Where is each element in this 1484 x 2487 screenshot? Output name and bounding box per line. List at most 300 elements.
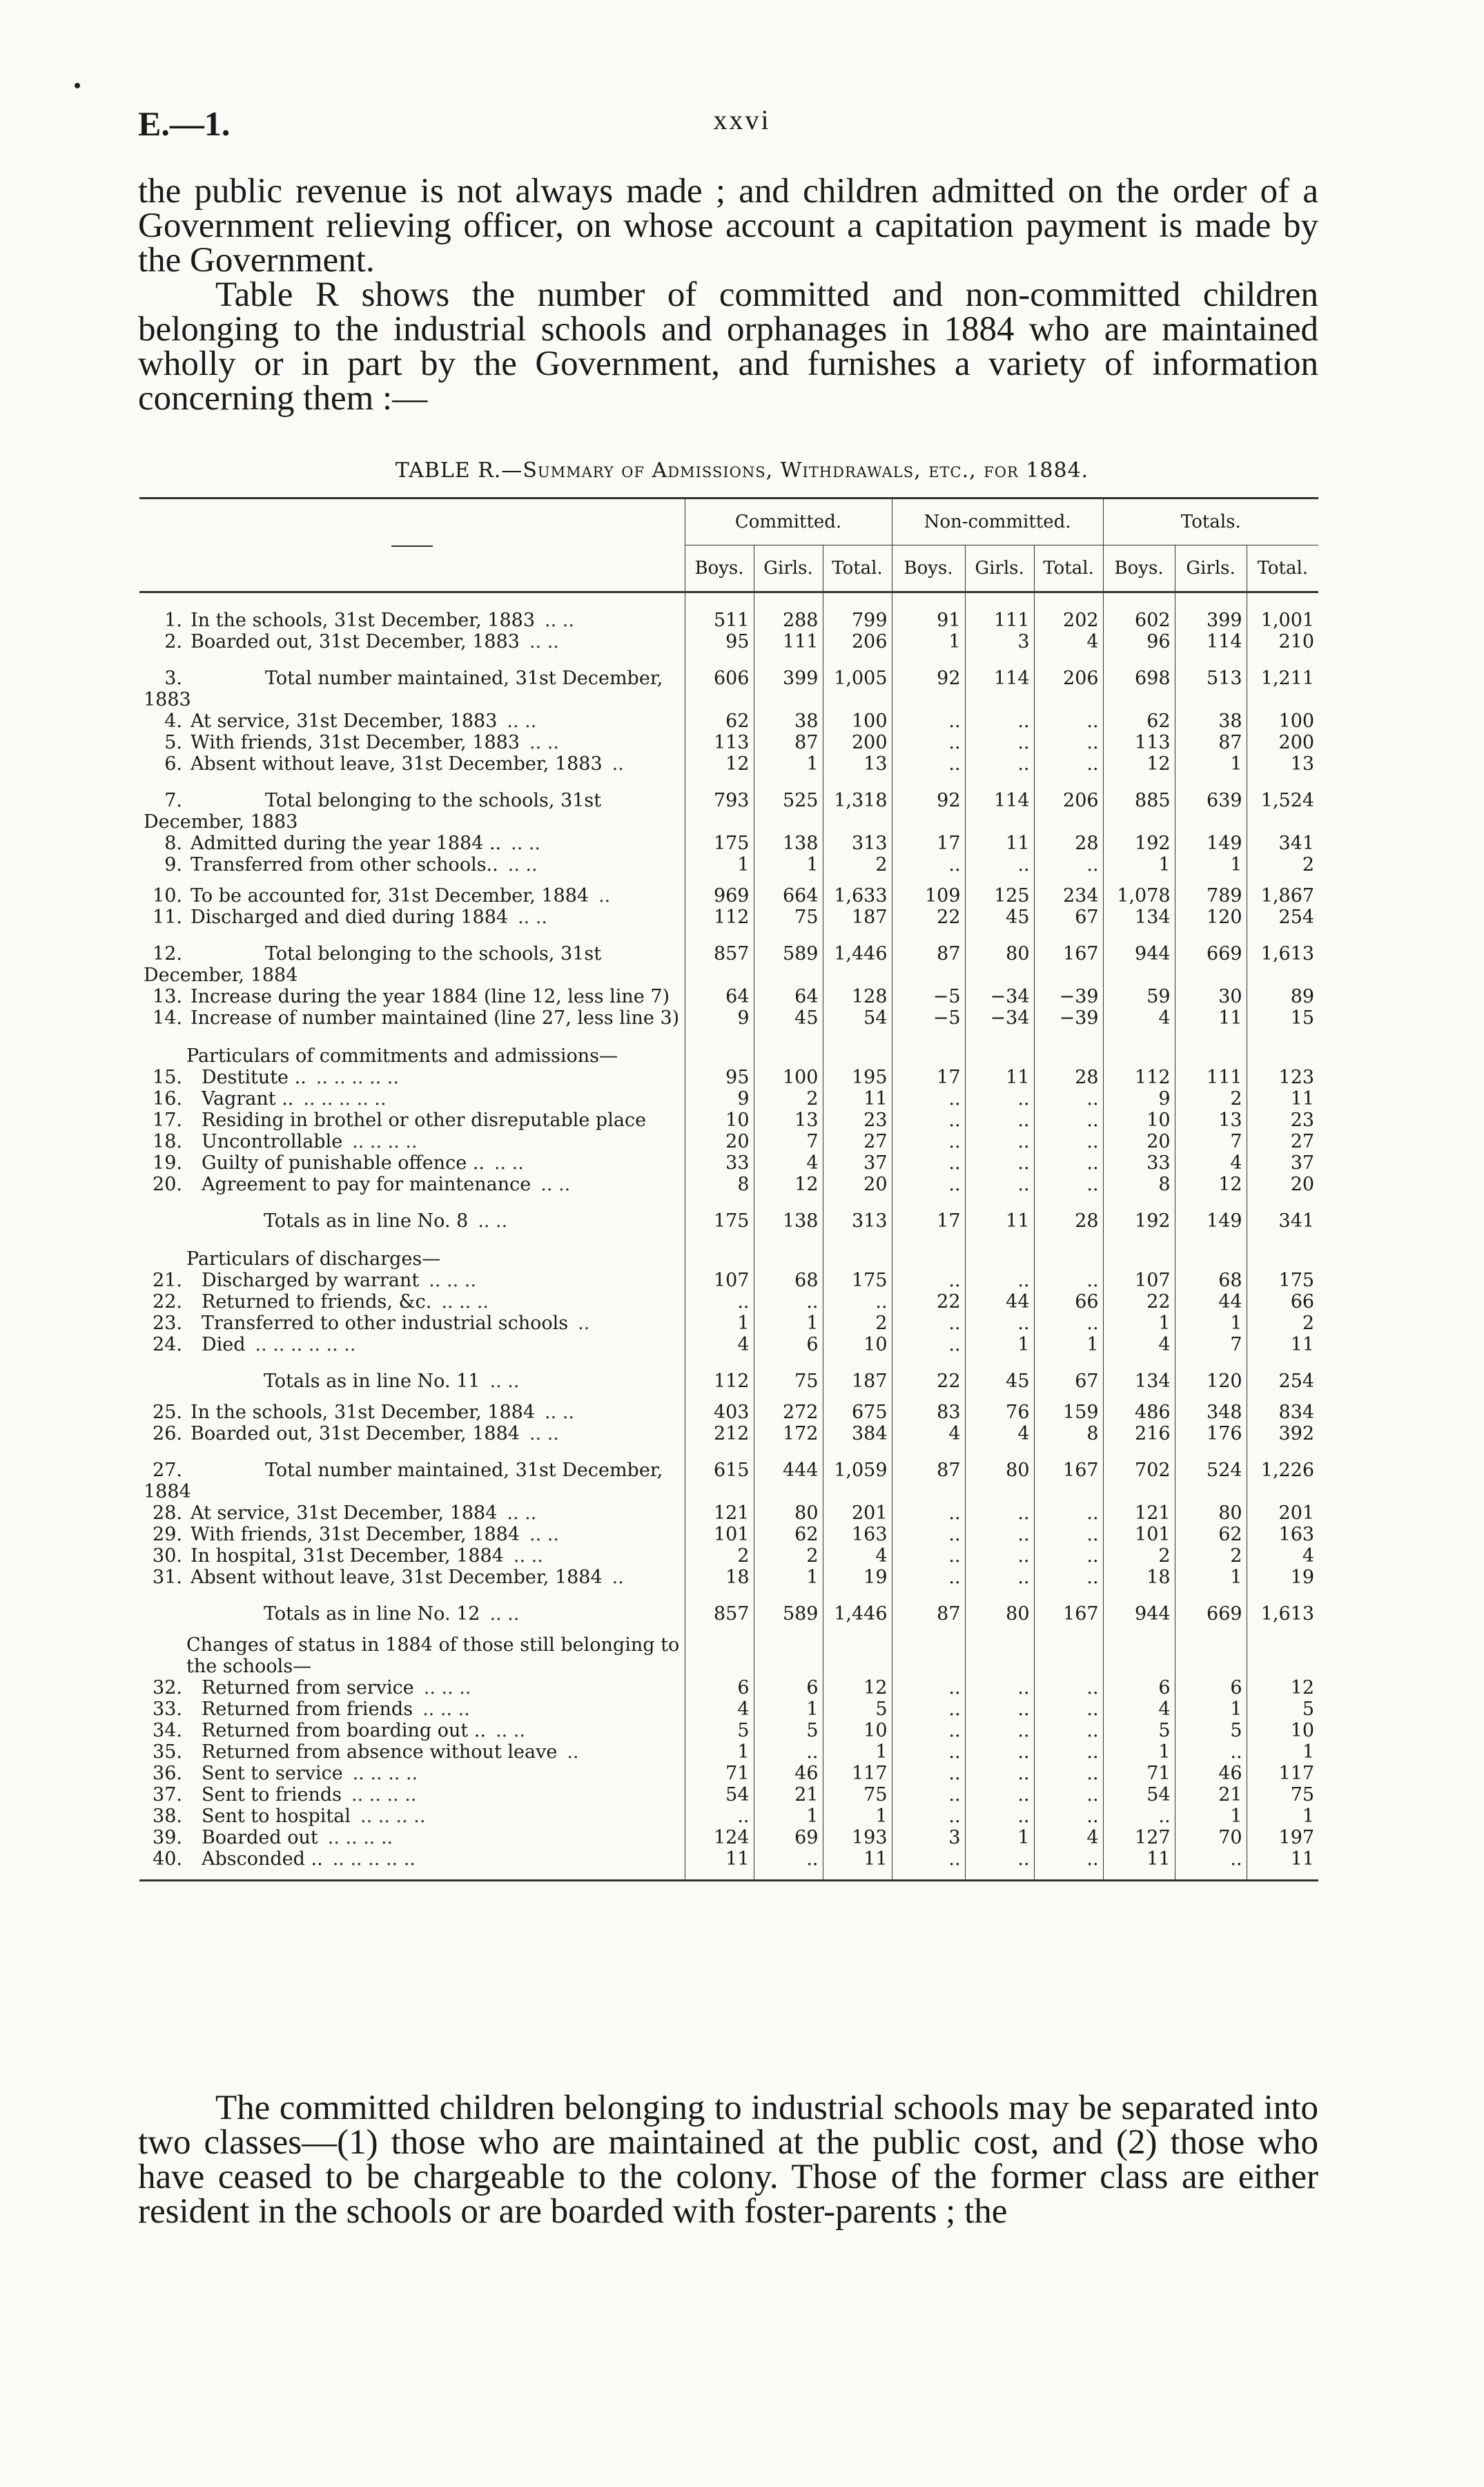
table-row (139, 1634, 1318, 1677)
row-number: 31. (153, 1567, 182, 1588)
cell-noncommitted-girls: .. (965, 1567, 1034, 1588)
leader-dots: .. .. .. .. .. (332, 1848, 416, 1870)
table-row (139, 1806, 1318, 1827)
cell-totals-boys: 9 (1103, 1088, 1175, 1110)
cell-noncommitted-boys: .. (892, 1699, 965, 1720)
table-row (139, 1502, 1318, 1524)
table-row (139, 1152, 1318, 1174)
cell-noncommitted-girls: .. (965, 1806, 1034, 1827)
cell-noncommitted-total: 159 (1034, 1402, 1103, 1423)
row-label: In hospital, 31st December, 1884 (191, 1545, 504, 1567)
spacer-row (139, 1870, 1318, 1881)
leader-dots: .. .. .. .. .. (315, 1067, 399, 1088)
cell-noncommitted-boys: 22 (892, 1291, 965, 1313)
cell-committed-boys: 64 (685, 986, 754, 1007)
cell-committed-girls: 399 (754, 662, 823, 710)
spacer-row (139, 1232, 1318, 1248)
cell-totals-boys: 602 (1103, 610, 1175, 631)
leader-dots: .. .. (489, 1603, 520, 1625)
row-number: 6. (164, 753, 182, 775)
cell-totals-total: 11 (1290, 1848, 1315, 1870)
cell-noncommitted-girls: 11 (965, 1205, 1034, 1232)
table-row (139, 1699, 1318, 1720)
cell-committed-girls: 68 (754, 1270, 823, 1291)
cell-noncommitted-total: .. (1034, 1270, 1103, 1291)
row-number: 22. (153, 1291, 182, 1313)
cell-committed-boys: 12 (685, 753, 754, 775)
cell-committed-boys: 2 (685, 1545, 754, 1567)
cell-committed-girls: 138 (754, 1205, 823, 1232)
cell-noncommitted-total: 206 (1034, 784, 1103, 833)
col-committed-total: Total. (823, 545, 892, 592)
cell-totals-total: 123 (1278, 1067, 1315, 1088)
cell-committed-total: 13 (823, 753, 892, 775)
row-label: Sent to hospital (202, 1806, 351, 1827)
cell-noncommitted-total: −39 (1034, 1007, 1103, 1029)
cell-noncommitted-girls: .. (965, 1848, 1034, 1870)
cell-totals-total: 1,613 (1260, 1603, 1315, 1625)
cell-committed-total: 206 (823, 631, 892, 652)
row-number: 26. (153, 1423, 182, 1444)
cell-noncommitted-total: .. (1034, 1699, 1103, 1720)
row-number: 20. (153, 1174, 182, 1195)
row-label: Destitute .. (202, 1067, 306, 1088)
cell-noncommitted-boys: .. (892, 1720, 965, 1741)
cell-committed-total: 20 (823, 1174, 892, 1195)
cell-committed-boys: 615 (685, 1454, 754, 1502)
col-totals-total: Total. (1247, 545, 1318, 592)
cell-noncommitted-total: .. (1034, 1806, 1103, 1827)
cell-committed-girls: 80 (754, 1502, 823, 1524)
table-row (139, 1454, 1318, 1502)
table-row (139, 710, 1318, 732)
cell-noncommitted-total: .. (1034, 710, 1103, 732)
cell-totals-boys: 486 (1103, 1402, 1175, 1423)
row-number: 39. (153, 1827, 182, 1848)
cell-totals-total: 1,613 (1260, 943, 1315, 965)
cell-noncommitted-girls: .. (965, 1088, 1034, 1110)
cell-noncommitted-girls: .. (965, 1270, 1034, 1291)
cell-totals-boys: 11 (1103, 1848, 1175, 1870)
cell-committed-girls: 1 (754, 854, 823, 875)
row-label: Agreement to pay for maintenance (202, 1174, 531, 1195)
cell-noncommitted-girls: 4 (965, 1423, 1034, 1444)
cell-noncommitted-girls: .. (965, 1699, 1034, 1720)
table-title-prefix: TABLE R.— (395, 458, 523, 483)
cell-totals-boys: 1 (1103, 854, 1175, 875)
row-number: 29. (153, 1524, 182, 1545)
cell-noncommitted-girls: −34 (965, 986, 1034, 1007)
cell-totals-total: 163 (1278, 1524, 1315, 1545)
cell-totals-boys: 4 (1103, 1699, 1175, 1720)
cell-noncommitted-girls: 11 (965, 833, 1034, 854)
col-totals-boys: Boys. (1103, 545, 1175, 592)
cell-noncommitted-total: 4 (1034, 1827, 1103, 1848)
cell-totals-boys: 96 (1103, 631, 1175, 652)
page-number: xxvi (713, 104, 771, 135)
cell-committed-boys: 10 (685, 1110, 754, 1131)
cell-totals-boys: 71 (1103, 1763, 1175, 1784)
cell-committed-boys: 107 (685, 1270, 754, 1291)
table-row (139, 662, 1318, 710)
cell-committed-total: 1,446 (823, 1598, 892, 1625)
cell-committed-boys: 511 (685, 610, 754, 631)
cell-noncommitted-boys: .. (892, 1741, 965, 1763)
cell-totals-girls: 46 (1175, 1763, 1247, 1784)
row-label: Absconded .. (202, 1848, 323, 1870)
cell-committed-boys: 175 (685, 833, 754, 854)
leader-dots: .. .. (507, 1502, 537, 1524)
leader-dots: .. .. (518, 907, 548, 928)
cell-totals-total: 175 (1278, 1270, 1315, 1291)
cell-noncommitted-total: .. (1034, 1741, 1103, 1763)
cell-noncommitted-boys: .. (892, 1174, 965, 1195)
cell-committed-total: 1,318 (823, 784, 892, 833)
leader-dots: .. .. .. .. (351, 1784, 417, 1806)
cell-noncommitted-girls: .. (965, 1763, 1034, 1784)
cell-noncommitted-total: .. (1034, 854, 1103, 875)
cell-totals-girls: 639 (1175, 784, 1247, 833)
table-row (139, 986, 1318, 1007)
row-number: 23. (153, 1313, 182, 1334)
row-number: 21. (153, 1270, 182, 1291)
row-label: Sent to service (202, 1763, 343, 1784)
cell-noncommitted-total: 8 (1034, 1423, 1103, 1444)
cell-noncommitted-boys: .. (892, 854, 965, 875)
row-number: 28. (153, 1502, 182, 1524)
cell-totals-girls: 30 (1175, 986, 1247, 1007)
paragraph-2: Table R shows the number of committed and non-committed children belonging to the industrial schools and orphanages in 1884 who are maintained wholly or in part by the Government, and furnishes a variety of information concerning them :— (138, 275, 1318, 418)
cell-noncommitted-total: .. (1034, 1848, 1103, 1870)
row-number: 24. (153, 1334, 182, 1355)
cell-committed-boys: 113 (685, 732, 754, 753)
cell-committed-total: 313 (823, 1205, 892, 1232)
cell-totals-total: 392 (1278, 1423, 1315, 1444)
cell-totals-girls: 348 (1175, 1402, 1247, 1423)
cell-committed-boys: 101 (685, 1524, 754, 1545)
cell-noncommitted-total: 4 (1034, 631, 1103, 652)
table-body (139, 592, 1318, 1881)
cell-totals-total: 254 (1278, 1371, 1315, 1392)
cell-noncommitted-total: 234 (1034, 885, 1103, 907)
table-row (139, 1110, 1318, 1131)
cell-noncommitted-boys: .. (892, 1502, 965, 1524)
cell-totals-boys: 216 (1103, 1423, 1175, 1444)
table-row (139, 631, 1318, 652)
table-row (139, 1313, 1318, 1334)
table-row (139, 1827, 1318, 1848)
cell-noncommitted-total: 167 (1034, 1598, 1103, 1625)
cell-noncommitted-boys: .. (892, 1545, 965, 1567)
cell-totals-boys: 2 (1103, 1545, 1175, 1567)
cell-noncommitted-boys: 87 (892, 938, 965, 986)
cell-committed-girls: .. (754, 1848, 823, 1870)
cell-noncommitted-boys: 92 (892, 662, 965, 710)
leader-dots: .. (598, 885, 611, 907)
row-label: Total number maintained, 31st December, 1884 (144, 1460, 663, 1502)
row-label: With friends, 31st December, 1884 (191, 1524, 520, 1545)
row-number: 7. (164, 790, 182, 811)
cell-totals-total: 1,524 (1260, 790, 1315, 811)
cell-noncommitted-total: .. (1034, 1763, 1103, 1784)
cell-noncommitted-girls: .. (965, 1502, 1034, 1524)
row-number: 8. (164, 833, 182, 854)
table-row (139, 1045, 1318, 1067)
row-label: Increase during the year 1884 (line 12, less line 7) (191, 986, 670, 1007)
row-number: 32. (153, 1677, 182, 1699)
cell-totals-boys: 192 (1103, 833, 1175, 854)
cell-committed-boys: 112 (685, 1365, 754, 1392)
cell-noncommitted-total: 28 (1034, 1205, 1103, 1232)
cell-committed-girls: .. (754, 1741, 823, 1763)
cell-committed-total: 5 (823, 1699, 892, 1720)
leader-dots: .. .. (511, 833, 541, 854)
cell-totals-total: 197 (1278, 1827, 1315, 1848)
leader-dots: .. (578, 1313, 590, 1334)
row-label: Died (202, 1334, 246, 1355)
cell-totals-girls: 111 (1175, 1067, 1247, 1088)
cell-totals-boys: 12 (1103, 753, 1175, 775)
cell-committed-total: 117 (823, 1763, 892, 1784)
cell-totals-total: 254 (1278, 907, 1315, 928)
cell-committed-boys: 6 (685, 1677, 754, 1699)
cell-totals-boys: 127 (1103, 1827, 1175, 1848)
row-number: 17. (153, 1110, 182, 1131)
table-row (139, 1205, 1318, 1232)
cell-committed-total: 384 (823, 1423, 892, 1444)
table-row (139, 1423, 1318, 1444)
row-number: 11. (153, 907, 182, 928)
col-noncommitted-total: Total. (1034, 545, 1103, 592)
cell-noncommitted-boys: 109 (892, 885, 965, 907)
cell-noncommitted-girls: .. (965, 1110, 1034, 1131)
cell-noncommitted-total: 167 (1034, 1454, 1103, 1502)
leader-dots: .. .. (529, 732, 559, 753)
leader-dots: .. .. .. .. (360, 1806, 426, 1827)
cell-committed-girls: 38 (754, 710, 823, 732)
cell-committed-boys: 124 (685, 1827, 754, 1848)
cell-committed-boys: .. (685, 1291, 754, 1313)
page-mark (75, 83, 80, 88)
cell-totals-girls: 87 (1175, 732, 1247, 753)
spacer-row (139, 928, 1318, 938)
row-number: 14. (153, 1007, 182, 1029)
leader-dots: .. .. (529, 1423, 559, 1444)
cell-committed-boys: 20 (685, 1131, 754, 1152)
cell-committed-girls: 272 (754, 1402, 823, 1423)
row-label: Discharged by warrant (202, 1270, 420, 1291)
cell-totals-girls: 513 (1175, 662, 1247, 710)
section-header: Changes of status in 1884 of those still belonging to the schools— (186, 1634, 680, 1677)
cell-noncommitted-boys: .. (892, 1806, 965, 1827)
cell-noncommitted-boys: .. (892, 1088, 965, 1110)
cell-totals-girls: 1 (1175, 854, 1247, 875)
leader-dots: .. .. (494, 1152, 524, 1174)
cell-committed-boys: 11 (685, 1848, 754, 1870)
cell-noncommitted-boys: .. (892, 1313, 965, 1334)
col-totals-girls: Girls. (1175, 545, 1247, 592)
cell-committed-total: 675 (823, 1402, 892, 1423)
row-label: Returned from friends (202, 1699, 413, 1720)
row-label: Sent to friends (202, 1784, 342, 1806)
cell-totals-boys: 1 (1103, 1313, 1175, 1334)
cell-committed-girls: 1 (754, 1806, 823, 1827)
cell-committed-girls: 2 (754, 1088, 823, 1110)
cell-committed-boys: 33 (685, 1152, 754, 1174)
cell-noncommitted-total: .. (1034, 1152, 1103, 1174)
leader-dots: .. .. .. .. (327, 1827, 393, 1848)
cell-committed-boys: 18 (685, 1567, 754, 1588)
cell-committed-girls: 6 (754, 1677, 823, 1699)
table-row (139, 1365, 1318, 1392)
row-number: 3. (164, 668, 182, 689)
cell-noncommitted-boys: .. (892, 1848, 965, 1870)
cell-committed-boys: 62 (685, 710, 754, 732)
row-label: Total belonging to the schools, 31st December, 1883 (144, 790, 602, 833)
cell-noncommitted-total: .. (1034, 1677, 1103, 1699)
cell-totals-girls: 120 (1175, 907, 1247, 928)
cell-totals-total: 66 (1290, 1291, 1315, 1313)
spacer-row (139, 1392, 1318, 1402)
cell-committed-total: 128 (823, 986, 892, 1007)
cell-committed-girls: 13 (754, 1110, 823, 1131)
cell-noncommitted-boys: 4 (892, 1423, 965, 1444)
cell-committed-girls: 664 (754, 885, 823, 907)
cell-totals-total: 1 (1302, 1741, 1315, 1763)
cell-noncommitted-girls: 76 (965, 1402, 1034, 1423)
cell-committed-girls: 1 (754, 753, 823, 775)
cell-committed-total: 1,059 (823, 1454, 892, 1502)
cell-committed-girls: 75 (754, 1365, 823, 1392)
cell-committed-girls: 6 (754, 1334, 823, 1355)
spacer-row (139, 1195, 1318, 1205)
cell-committed-total: 187 (823, 907, 892, 928)
cell-committed-total: 11 (823, 1088, 892, 1110)
cell-noncommitted-total: .. (1034, 1131, 1103, 1152)
cell-totals-total: 19 (1290, 1567, 1315, 1588)
row-label: Uncontrollable (202, 1131, 343, 1152)
leader-dots: .. (612, 753, 624, 775)
cell-totals-total: 13 (1290, 753, 1315, 775)
cell-totals-total: 341 (1278, 1210, 1315, 1232)
leader-dots: .. .. .. (422, 1699, 470, 1720)
cell-totals-boys: 944 (1103, 938, 1175, 986)
cell-totals-total: 2 (1302, 854, 1315, 875)
leader-dots: .. .. .. (429, 1270, 476, 1291)
cell-committed-girls: 172 (754, 1423, 823, 1444)
cell-noncommitted-boys: −5 (892, 1007, 965, 1029)
table-row (139, 938, 1318, 986)
cell-totals-total: 1,211 (1260, 668, 1315, 689)
cell-noncommitted-boys: .. (892, 732, 965, 753)
cell-committed-total: 4 (823, 1545, 892, 1567)
spacer-row (139, 652, 1318, 662)
row-number: 9. (164, 854, 182, 875)
cell-committed-girls: 444 (754, 1454, 823, 1502)
cell-totals-total: 117 (1278, 1763, 1315, 1784)
cell-totals-boys: .. (1103, 1806, 1175, 1827)
cell-committed-girls: 1 (754, 1699, 823, 1720)
row-label: Vagrant .. (202, 1088, 294, 1110)
cell-totals-boys: 62 (1103, 710, 1175, 732)
table-row (139, 1763, 1318, 1784)
row-label: Returned from boarding out .. (202, 1720, 486, 1741)
leader-dots: .. .. .. .. (352, 1131, 418, 1152)
cell-committed-boys: 606 (685, 662, 754, 710)
table-row (139, 732, 1318, 753)
cell-committed-boys: 857 (685, 938, 754, 986)
cell-noncommitted-total: 66 (1034, 1291, 1103, 1313)
cell-totals-total: 1,867 (1260, 885, 1315, 907)
cell-noncommitted-total: 167 (1034, 938, 1103, 986)
cell-totals-total: 75 (1290, 1784, 1315, 1806)
cell-committed-boys: 793 (685, 784, 754, 833)
cell-committed-girls: 69 (754, 1827, 823, 1848)
row-label: Boarded out (202, 1827, 318, 1848)
row-number: 1. (164, 610, 182, 631)
row-label: Totals as in line No. 8 (264, 1210, 469, 1232)
leader-dots: .. .. (529, 631, 559, 652)
cell-noncommitted-girls: .. (965, 710, 1034, 732)
row-label: Absent without leave, 31st December, 1884 (191, 1567, 603, 1588)
row-number: 5. (164, 732, 182, 753)
cell-totals-girls: 6 (1175, 1677, 1247, 1699)
cell-noncommitted-girls: 114 (965, 662, 1034, 710)
cell-committed-boys: 112 (685, 907, 754, 928)
row-label: In the schools, 31st December, 1883 (191, 610, 536, 631)
cell-totals-girls: .. (1175, 1741, 1247, 1763)
cell-committed-total: 37 (823, 1152, 892, 1174)
leader-dots: .. .. (529, 1524, 559, 1545)
cell-totals-boys: 6 (1103, 1677, 1175, 1699)
cell-totals-girls: .. (1175, 1848, 1247, 1870)
cell-noncommitted-boys: .. (892, 1567, 965, 1588)
table-row (139, 1677, 1318, 1699)
cell-committed-total: 1 (823, 1741, 892, 1763)
cell-totals-girls: 789 (1175, 885, 1247, 907)
row-number: 34. (153, 1720, 182, 1741)
cell-noncommitted-boys: 3 (892, 1827, 965, 1848)
cell-noncommitted-total: .. (1034, 1502, 1103, 1524)
cell-committed-boys: 1 (685, 854, 754, 875)
cell-committed-girls: 1 (754, 1313, 823, 1334)
cell-committed-girls: 100 (754, 1067, 823, 1088)
cell-totals-girls: 149 (1175, 1205, 1247, 1232)
cell-noncommitted-boys: 1 (892, 631, 965, 652)
cell-committed-total: 12 (823, 1677, 892, 1699)
cell-noncommitted-total: .. (1034, 732, 1103, 753)
table-row (139, 833, 1318, 854)
cell-totals-girls: 2 (1175, 1545, 1247, 1567)
cell-totals-girls: 5 (1175, 1720, 1247, 1741)
row-label: Guilty of punishable offence .. (202, 1152, 485, 1174)
cell-noncommitted-boys: .. (892, 1152, 965, 1174)
cell-committed-total: 193 (823, 1827, 892, 1848)
cell-noncommitted-total: .. (1034, 1088, 1103, 1110)
cell-noncommitted-total: 67 (1034, 1365, 1103, 1392)
cell-totals-girls: 399 (1175, 610, 1247, 631)
leader-dots: .. .. (496, 1720, 525, 1741)
cell-committed-total: 2 (823, 854, 892, 875)
row-label: Transferred to other industrial schools (202, 1313, 569, 1334)
cell-noncommitted-girls: 3 (965, 631, 1034, 652)
cell-committed-boys: 1 (685, 1313, 754, 1334)
cell-totals-girls: 149 (1175, 833, 1247, 854)
cell-noncommitted-boys: .. (892, 1110, 965, 1131)
cell-noncommitted-boys: .. (892, 1524, 965, 1545)
cell-totals-girls: 669 (1175, 1598, 1247, 1625)
table-row (139, 1007, 1318, 1029)
